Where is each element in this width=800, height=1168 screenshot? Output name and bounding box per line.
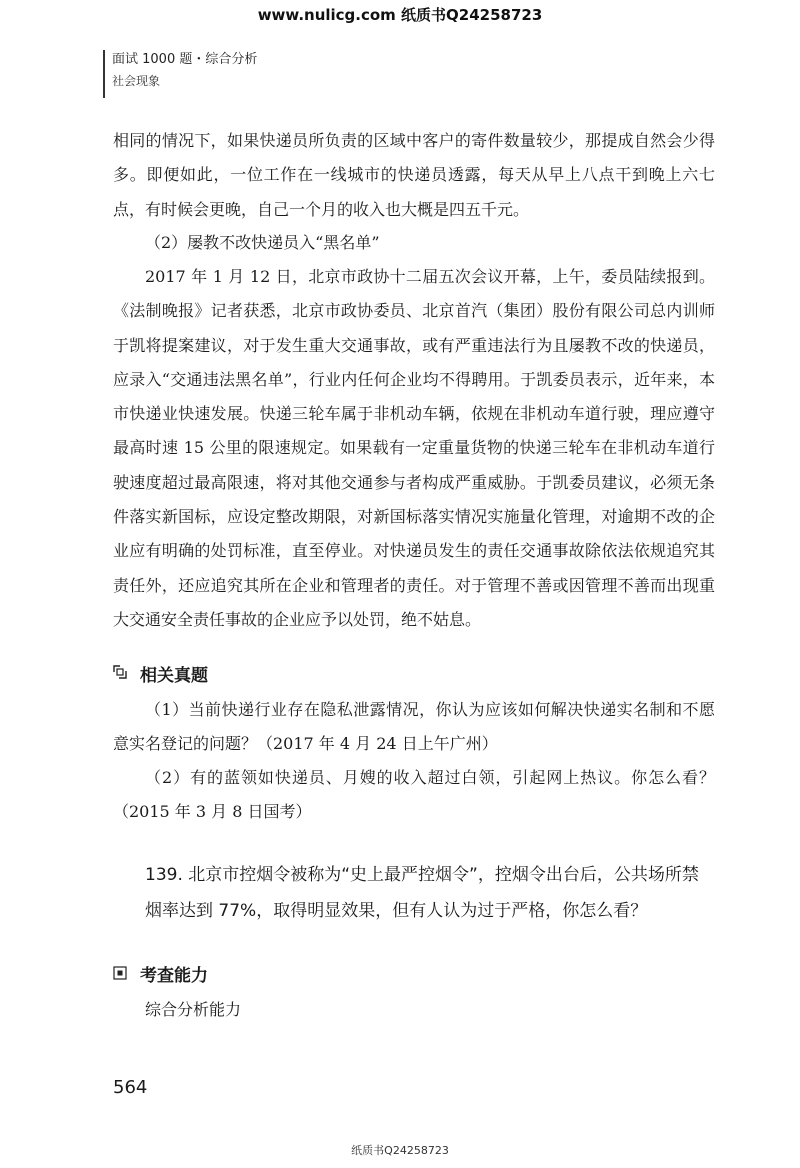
- corner-brackets-icon: [113, 665, 127, 679]
- related-question-2: （2）有的蓝领如快递员、月嫂的收入超过白领，引起网上热议。你怎么看？（2015 年 3 月 8 日国考）: [113, 768, 715, 822]
- header-title: 面试 1000 题・综合分析: [112, 52, 258, 67]
- body-subheading: （2）屡教不改快递员入“黑名单”: [145, 233, 380, 252]
- header-divider: [103, 50, 105, 98]
- ability-title: 考查能力: [140, 966, 208, 986]
- body-paragraph-1: 相同的情况下，如果快递员所负责的区域中客户的寄件数量较少，那提成自然会少得多。即便如此，一位工作在一线城市的快递员透露，每天从早上八点干到晚上六七点，有时候会更晚，自己一个月的收入也大概是四五千元。: [113, 131, 715, 219]
- top-watermark: www.nulicg.com 纸质书Q24258723: [257, 6, 543, 24]
- related-question-1: （1）当前快递行业存在隐私泄露情况，你认为应该如何解决快递实名制和不愿意实名登记的问题？（2017 年 4 月 24 日上午广州）: [113, 700, 715, 754]
- ability-value: 综合分析能力: [145, 1000, 242, 1019]
- header-subtitle: 社会现象: [112, 74, 161, 88]
- boxed-square-icon: [113, 966, 127, 980]
- question-139: 139. 北京市控烟令被称为“史上最严控烟令”，控烟令出台后，公共场所禁烟率达到 77%，取得明显效果，但有人认为过于严格，你怎么看？: [145, 865, 699, 921]
- page-number: 564: [113, 1077, 148, 1098]
- footer-watermark: 纸质书Q24258723: [351, 1144, 449, 1157]
- related-questions-title: 相关真题: [140, 666, 208, 686]
- body-paragraph-3: 2017 年 1 月 12 日，北京市政协十二届五次会议开幕，上午，委员陆续报到。《法制晚报》记者获悉，北京市政协委员、北京首汽（集团）股份有限公司总内训师于凯将提案建议，对于发生重大交通事故，或有严重违法行为且屡教不改的快递员，应录入“交通违法黑名单”，行业内任何企业均不得聘用。于凯委员表示，近年来，本市快递业快速发展。快递三轮车属于非机动车辆，依规在非机动车道行驶，理应遵守最高时速 15 公里的限速规定。如果载有一定重量货物的快递三轮车在非机动车道行驶速度超过最高限速，将对其他交通参与者构成严重威胁。于凯委员建议，必须无条件落实新国标，应设定整改期限，对新国标落实情况实施量化管理，对逾期不改的企业应有明确的处罚标准，直至停业。对快递员发生的责任交通事故除依法依规追究其责任外，还应追究其所在企业和管理者的责任。对于管理不善或因管理不善而出现重大交通安全责任事故的企业应予以处罚，绝不姑息。: [113, 267, 715, 629]
